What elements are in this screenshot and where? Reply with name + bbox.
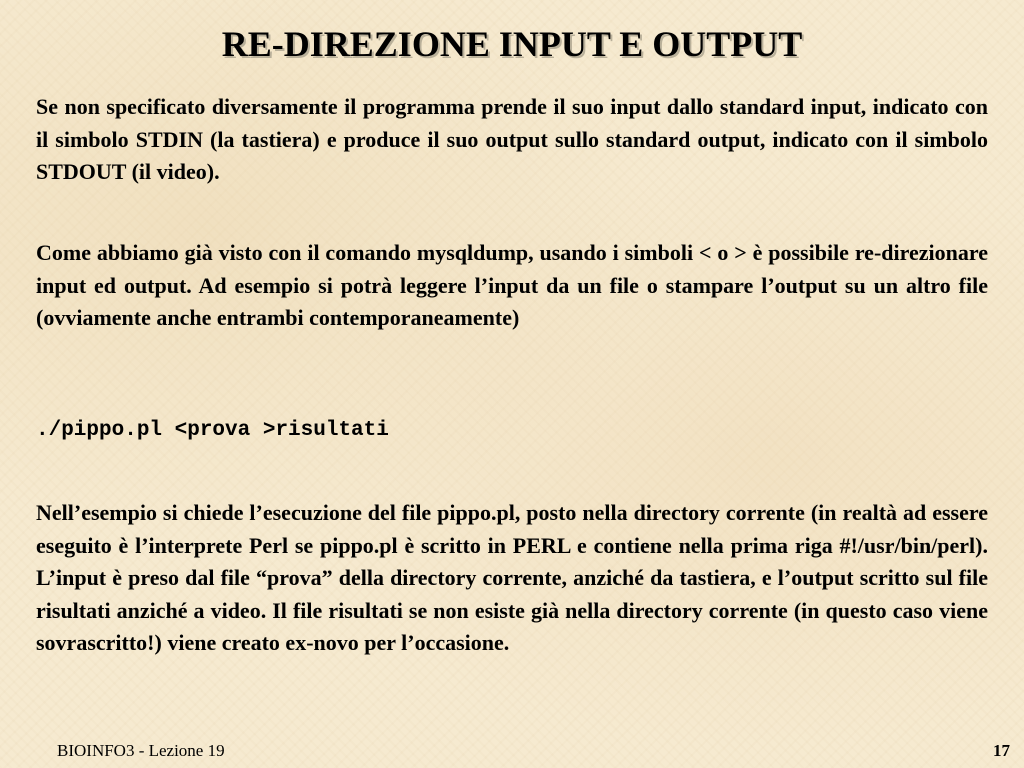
paragraph-explanation: Nell’esempio si chiede l’esecuzione del file pippo.pl, posto nella directory corrente (in realtà ad essere eseguito è l’interprete Perl se pippo.pl è scritto in PERL e contiene nella prima riga #!/usr/bin/perl). L’input è preso dal file “prova” della directory corrente, anziché da tastiera, e l’output scritto sul file risultati anziché a video. Il file risultati se non esiste già nella directory corrente (in questo caso viene sovrascritto!) viene creato ex-novo per l’occasione. <box>36 500 988 655</box>
paragraph-stdin-stdout: Se non specificato diversamente il programma prende il suo input dallo standard input, indicato con il simbolo STDIN (la tastiera) e produce il suo output sullo standard output, indicato con il simbolo STDOUT (il video). <box>36 94 988 184</box>
page-number: 17 <box>993 741 1010 760</box>
paragraph-redirection: Come abbiamo già visto con il comando mysqldump, usando i simboli < o > è possibile re-direzionare input ed output. Ad esempio si potrà leggere l’input da un file o stampare l’output su un altro file (ovviamente anche entrambi contemporaneamente) <box>36 240 988 330</box>
footer-course-label: BIOINFO3 - Lezione 19 <box>57 741 225 760</box>
slide-title: RE-DIREZIONE INPUT E OUTPUT <box>221 24 803 64</box>
code-example: ./pippo.pl <prova >risultati <box>36 419 389 442</box>
